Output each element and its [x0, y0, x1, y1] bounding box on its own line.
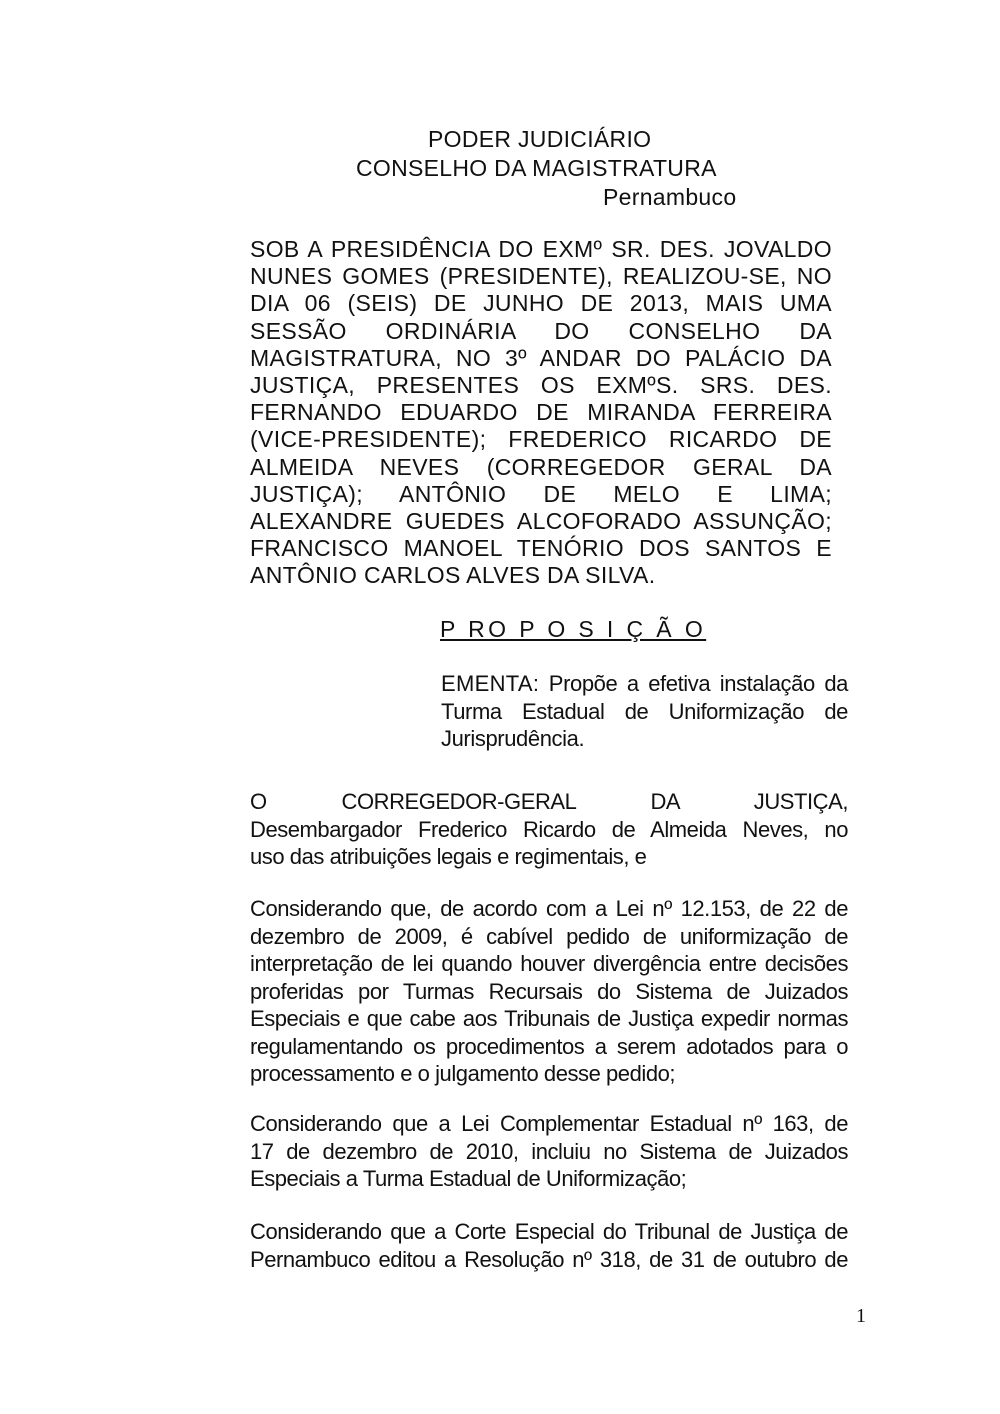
- ementa-text: Propõe a efetiva instalação da: [548, 671, 849, 696]
- paragraph-line: regulamentando os procedimentos a serem adotados para o: [250, 1033, 848, 1059]
- ementa-block: [441, 670, 848, 753]
- preamble-line: (VICE-PRESIDENTE); FREDERICO RICARDO DE: [250, 426, 832, 453]
- preamble-line: MAGISTRATURA, NO 3º ANDAR DO PALÁCIO DA: [250, 344, 832, 371]
- paragraph-line: Considerando que a Corte Especial do Tribunal de Justiça de: [250, 1219, 848, 1244]
- paragraph-line: proferidas por Turmas Recursais do Sistema de Juizados: [250, 978, 848, 1004]
- paragraph-line: interpretação de lei quando houver divergência entre decisões: [250, 951, 848, 976]
- paragraph-line: Desembargador Frederico Ricardo de Almeida Neves, no: [250, 816, 848, 842]
- ementa-line: [441, 670, 848, 698]
- ementa-label: EMENTA:: [441, 671, 540, 696]
- paragraph-considerando-resolucao-318: [250, 1218, 848, 1273]
- preamble-line: SOB A PRESIDÊNCIA DO EXMº SR. DES. JOVALDO: [250, 236, 832, 262]
- paragraph-line: Especiais a Turma Estadual de Uniformização;: [250, 1166, 687, 1191]
- paragraph-line: Considerando que a Lei Complementar Estadual nº 163, de: [250, 1111, 848, 1136]
- page-number: 1: [856, 1305, 866, 1327]
- paragraph-line: 17 de dezembro de 2010, incluiu no Sistema de Juizados: [250, 1138, 848, 1164]
- preamble-line: ALMEIDA NEVES (CORREGEDOR GERAL DA: [250, 453, 832, 480]
- header-council: CONSELHO DA MAGISTRATURA: [356, 155, 717, 181]
- preamble-line: FRANCISCO MANOEL TENÓRIO DOS SANTOS E: [250, 535, 832, 562]
- paragraph-line: processamento e o julgamento desse pedido;: [250, 1061, 676, 1086]
- preamble-line: ALEXANDRE GUEDES ALCOFORADO ASSUNÇÃO;: [250, 508, 832, 535]
- preamble-line: JUSTIÇA, PRESENTES OS EXMºS. SRS. DES.: [250, 372, 832, 399]
- paragraph-line: Pernambuco editou a Resolução nº 318, de 31 de outubro de: [250, 1246, 848, 1272]
- paragraph-line: uso das atribuições legais e regimentais, e: [250, 844, 647, 869]
- header-institution: PODER JUDICIÁRIO: [428, 126, 652, 152]
- preamble-line: NUNES GOMES (PRESIDENTE), REALIZOU-SE, NO: [250, 263, 832, 290]
- session-preamble: [250, 236, 832, 590]
- paragraph-line: O CORREGEDOR-GERAL DA JUSTIÇA,: [250, 789, 848, 814]
- proposicao-title: P RO P O S I Ç Ã O: [440, 616, 707, 642]
- ementa-line: Jurisprudência.: [441, 726, 585, 751]
- paragraph-considerando-lc-163: [250, 1110, 848, 1193]
- preamble-line: SESSÃO ORDINÁRIA DO CONSELHO DA: [250, 317, 832, 344]
- paragraph-line: Considerando que, de acordo com a Lei nº 12.153, de 22 de: [250, 896, 848, 921]
- header-state: Pernambuco: [603, 184, 737, 210]
- paragraph-line: dezembro de 2009, é cabível pedido de uniformização de: [250, 923, 848, 949]
- preamble-line: ANTÔNIO CARLOS ALVES DA SILVA.: [250, 562, 656, 589]
- preamble-line: FERNANDO EDUARDO DE MIRANDA FERREIRA: [250, 399, 832, 426]
- paragraph-corregedor: [250, 788, 848, 871]
- paragraph-line: Especiais e que cabe aos Tribunais de Justiça expedir normas: [250, 1006, 848, 1031]
- preamble-line: DIA 06 (SEIS) DE JUNHO DE 2013, MAIS UMA: [250, 290, 832, 317]
- preamble-line: JUSTIÇA); ANTÔNIO DE MELO E LIMA;: [250, 480, 832, 507]
- ementa-line: Turma Estadual de Uniformização de: [441, 698, 848, 724]
- paragraph-considerando-lei-12153: [250, 895, 848, 1088]
